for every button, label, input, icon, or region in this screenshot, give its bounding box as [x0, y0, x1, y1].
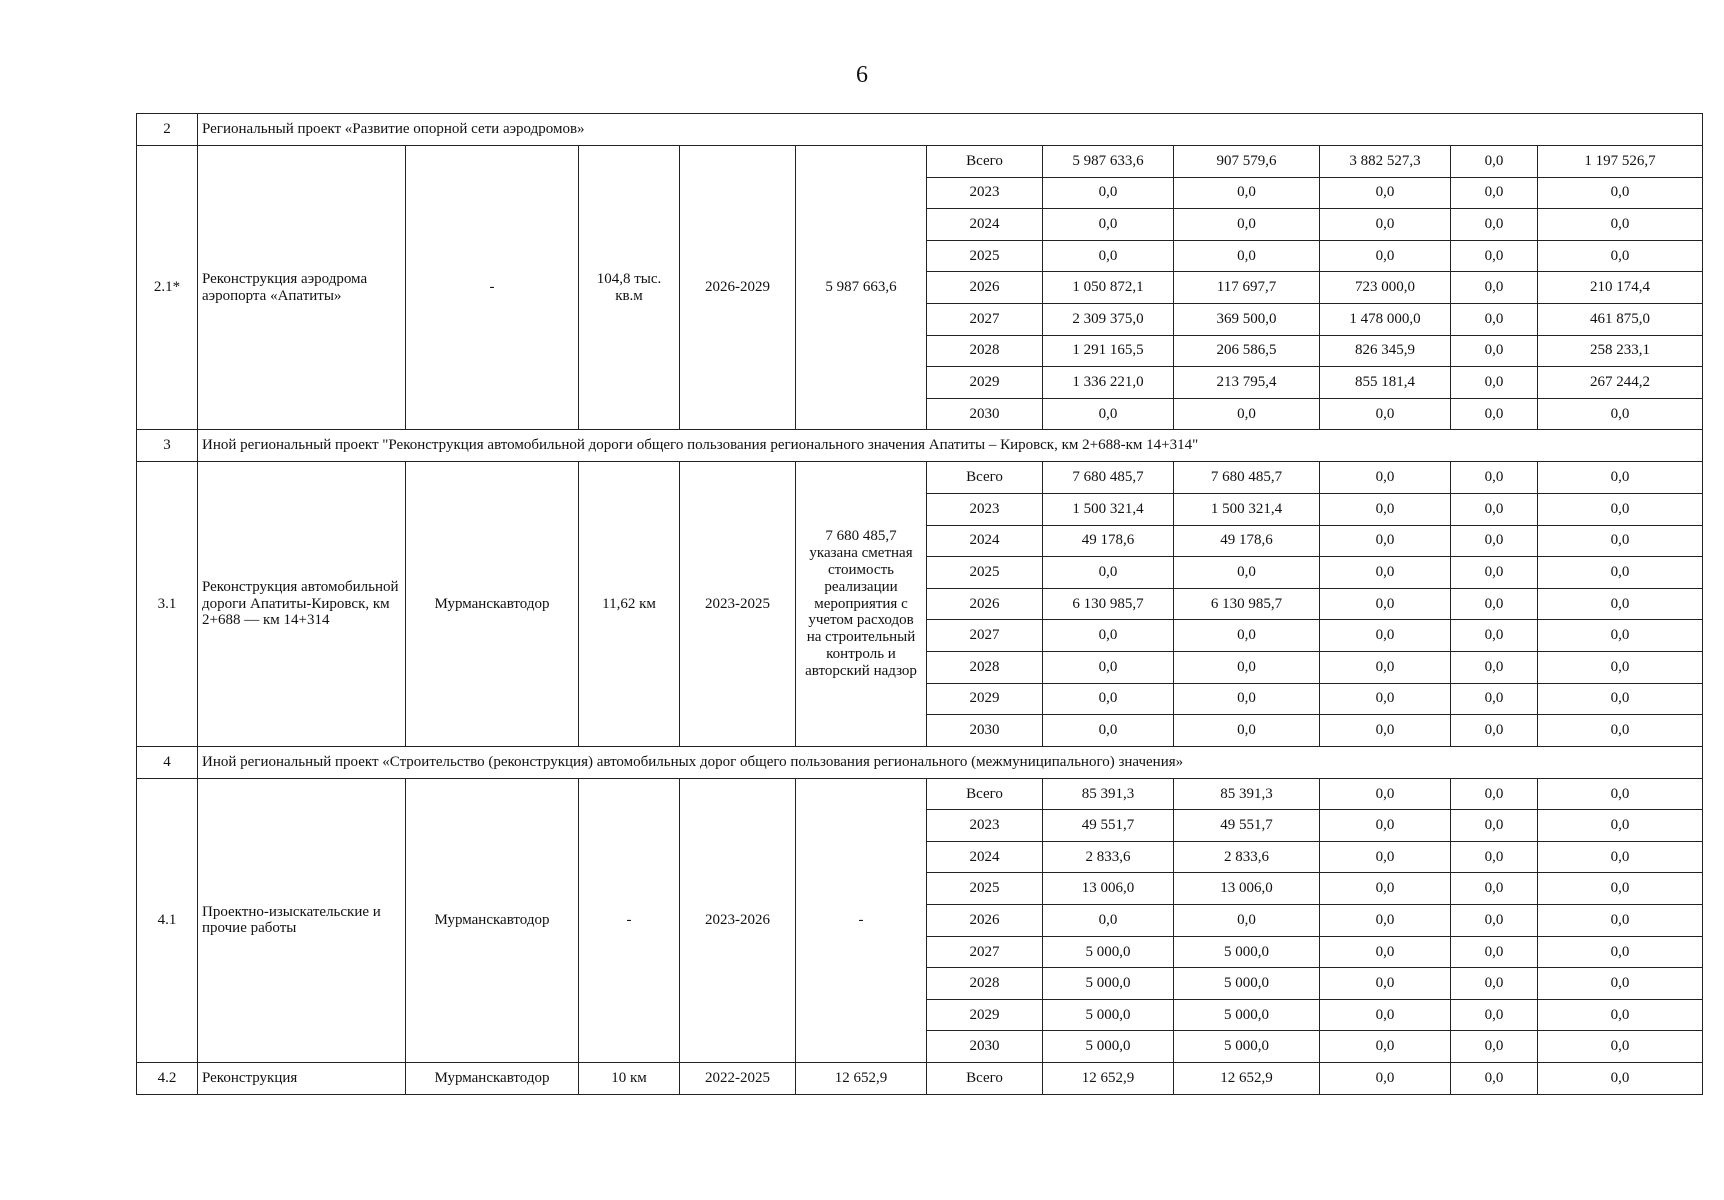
source-cell: 267 244,2	[1538, 367, 1703, 399]
item-capacity: -	[579, 778, 680, 1062]
source-cell: 0,0	[1320, 398, 1451, 430]
total-cell: 13 006,0	[1043, 873, 1174, 905]
source-cell: 0,0	[1174, 209, 1320, 241]
total-cell: 49 551,7	[1043, 810, 1174, 842]
total-cell: 12 652,9	[1043, 1063, 1174, 1095]
source-cell: 0,0	[1320, 557, 1451, 589]
source-cell: 0,0	[1320, 240, 1451, 272]
source-cell: 5 000,0	[1174, 1031, 1320, 1063]
section-title: Иной региональный проект «Строительство (реконструкция) автомобильных дорог общего пользования регионального (межмуниципального) значения»	[198, 746, 1703, 778]
source-cell: 0,0	[1451, 778, 1538, 810]
source-cell: 0,0	[1174, 715, 1320, 747]
source-cell: 0,0	[1538, 462, 1703, 494]
source-cell: 0,0	[1320, 936, 1451, 968]
source-cell: 0,0	[1320, 177, 1451, 209]
source-cell: 0,0	[1538, 651, 1703, 683]
source-cell: 0,0	[1320, 873, 1451, 905]
section-number: 2	[137, 114, 198, 146]
source-cell: 0,0	[1538, 905, 1703, 937]
total-cell: 0,0	[1043, 177, 1174, 209]
source-cell: 0,0	[1320, 841, 1451, 873]
year-cell: 2028	[927, 335, 1043, 367]
year-cell: 2026	[927, 272, 1043, 304]
total-cell: 49 178,6	[1043, 525, 1174, 557]
section-number: 3	[137, 430, 198, 462]
source-cell: 0,0	[1538, 1031, 1703, 1063]
total-cell: 6 130 985,7	[1043, 588, 1174, 620]
source-cell: 0,0	[1174, 683, 1320, 715]
source-cell: 1 500 321,4	[1174, 493, 1320, 525]
year-cell: 2028	[927, 968, 1043, 1000]
source-cell: 0,0	[1451, 209, 1538, 241]
total-cell: 0,0	[1043, 715, 1174, 747]
year-cell: 2029	[927, 683, 1043, 715]
source-cell: 0,0	[1538, 841, 1703, 873]
source-cell: 210 174,4	[1538, 272, 1703, 304]
source-cell: 0,0	[1451, 620, 1538, 652]
section-header-row	[137, 430, 1703, 462]
source-cell: 369 500,0	[1174, 303, 1320, 335]
source-cell: 0,0	[1451, 683, 1538, 715]
source-cell: 0,0	[1320, 1063, 1451, 1095]
total-cell: 0,0	[1043, 209, 1174, 241]
source-cell: 0,0	[1320, 462, 1451, 494]
source-cell: 0,0	[1320, 651, 1451, 683]
source-cell: 0,0	[1538, 1063, 1703, 1095]
total-cell: 0,0	[1043, 905, 1174, 937]
source-cell: 0,0	[1451, 557, 1538, 589]
source-cell: 0,0	[1451, 335, 1538, 367]
source-cell: 117 697,7	[1174, 272, 1320, 304]
source-cell: 0,0	[1451, 462, 1538, 494]
source-cell: 0,0	[1451, 873, 1538, 905]
source-cell: 3 882 527,3	[1320, 146, 1451, 178]
source-cell: 0,0	[1451, 303, 1538, 335]
year-cell: 2029	[927, 367, 1043, 399]
item-cost: 5 987 663,6	[796, 146, 927, 430]
source-cell: 0,0	[1320, 1031, 1451, 1063]
source-cell: 5 000,0	[1174, 968, 1320, 1000]
section-title: Иной региональный проект "Реконструкция автомобильной дороги общего пользования регионального значения Апатиты – Кировск, км 2+688-км 14+314"	[198, 430, 1703, 462]
source-cell: 0,0	[1174, 557, 1320, 589]
source-cell: 0,0	[1451, 177, 1538, 209]
item-capacity: 104,8 тыс. кв.м	[579, 146, 680, 430]
source-cell: 85 391,3	[1174, 778, 1320, 810]
item-period: 2026-2029	[680, 146, 796, 430]
page-number: 6	[856, 62, 868, 88]
item-capacity: 10 км	[579, 1063, 680, 1095]
source-cell: 855 181,4	[1320, 367, 1451, 399]
year-cell: Всего	[927, 1063, 1043, 1095]
source-cell: 0,0	[1320, 810, 1451, 842]
item-capacity: 11,62 км	[579, 462, 680, 746]
source-cell: 0,0	[1320, 620, 1451, 652]
source-cell: 49 178,6	[1174, 525, 1320, 557]
source-cell: 0,0	[1538, 209, 1703, 241]
total-cell: 0,0	[1043, 398, 1174, 430]
budget-table	[136, 113, 1703, 1095]
year-cell: 2023	[927, 493, 1043, 525]
source-cell: 0,0	[1451, 367, 1538, 399]
year-cell: 2024	[927, 841, 1043, 873]
item-name: Реконструкция автомобильной дороги Апатиты-Кировск, км 2+688 — км 14+314	[198, 462, 406, 746]
source-cell: 0,0	[1174, 651, 1320, 683]
item-executor: Мурманскавтодор	[406, 462, 579, 746]
source-cell: 0,0	[1451, 272, 1538, 304]
source-cell: 0,0	[1451, 651, 1538, 683]
source-cell: 723 000,0	[1320, 272, 1451, 304]
total-cell: 0,0	[1043, 620, 1174, 652]
year-cell: 2026	[927, 588, 1043, 620]
source-cell: 0,0	[1538, 715, 1703, 747]
year-cell: 2025	[927, 557, 1043, 589]
item-period: 2023-2026	[680, 778, 796, 1062]
source-cell: 0,0	[1538, 683, 1703, 715]
source-cell: 0,0	[1451, 588, 1538, 620]
year-cell: 2029	[927, 999, 1043, 1031]
source-cell: 0,0	[1538, 588, 1703, 620]
source-cell: 826 345,9	[1320, 335, 1451, 367]
section-header-row	[137, 114, 1703, 146]
source-cell: 0,0	[1538, 557, 1703, 589]
source-cell: 6 130 985,7	[1174, 588, 1320, 620]
source-cell: 0,0	[1451, 810, 1538, 842]
item-cost: -	[796, 778, 927, 1062]
item-name: Реконструкция	[198, 1063, 406, 1095]
table-row	[137, 146, 1703, 178]
source-cell: 0,0	[1320, 493, 1451, 525]
source-cell: 0,0	[1320, 525, 1451, 557]
source-cell: 0,0	[1451, 1031, 1538, 1063]
total-cell: 5 000,0	[1043, 968, 1174, 1000]
total-cell: 1 500 321,4	[1043, 493, 1174, 525]
source-cell: 0,0	[1451, 240, 1538, 272]
source-cell: 0,0	[1174, 177, 1320, 209]
item-cost: 12 652,9	[796, 1063, 927, 1095]
total-cell: 1 050 872,1	[1043, 272, 1174, 304]
year-cell: 2027	[927, 936, 1043, 968]
total-cell: 0,0	[1043, 683, 1174, 715]
year-cell: 2025	[927, 240, 1043, 272]
section-header-row	[137, 746, 1703, 778]
total-cell: 2 309 375,0	[1043, 303, 1174, 335]
item-number: 3.1	[137, 462, 198, 746]
source-cell: 0,0	[1320, 209, 1451, 241]
source-cell: 49 551,7	[1174, 810, 1320, 842]
source-cell: 1 197 526,7	[1538, 146, 1703, 178]
source-cell: 13 006,0	[1174, 873, 1320, 905]
source-cell: 0,0	[1451, 715, 1538, 747]
source-cell: 0,0	[1320, 715, 1451, 747]
source-cell: 206 586,5	[1174, 335, 1320, 367]
source-cell: 12 652,9	[1174, 1063, 1320, 1095]
source-cell: 0,0	[1451, 398, 1538, 430]
item-number: 2.1*	[137, 146, 198, 430]
source-cell: 0,0	[1451, 1063, 1538, 1095]
source-cell: 0,0	[1538, 525, 1703, 557]
item-number: 4.1	[137, 778, 198, 1062]
source-cell: 0,0	[1320, 968, 1451, 1000]
total-cell: 1 291 165,5	[1043, 335, 1174, 367]
year-cell: 2028	[927, 651, 1043, 683]
year-cell: 2024	[927, 209, 1043, 241]
item-period: 2023-2025	[680, 462, 796, 746]
source-cell: 0,0	[1320, 683, 1451, 715]
total-cell: 5 000,0	[1043, 999, 1174, 1031]
year-cell: 2023	[927, 177, 1043, 209]
total-cell: 5 000,0	[1043, 1031, 1174, 1063]
total-cell: 0,0	[1043, 651, 1174, 683]
total-cell: 0,0	[1043, 240, 1174, 272]
source-cell: 0,0	[1538, 968, 1703, 1000]
year-cell: 2030	[927, 398, 1043, 430]
table-row	[137, 778, 1703, 810]
item-period: 2022-2025	[680, 1063, 796, 1095]
total-cell: 0,0	[1043, 557, 1174, 589]
year-cell: 2027	[927, 620, 1043, 652]
source-cell: 0,0	[1538, 620, 1703, 652]
source-cell: 0,0	[1451, 968, 1538, 1000]
year-cell: 2030	[927, 715, 1043, 747]
source-cell: 907 579,6	[1174, 146, 1320, 178]
source-cell: 0,0	[1538, 999, 1703, 1031]
item-executor: Мурманскавтодор	[406, 778, 579, 1062]
source-cell: 0,0	[1320, 778, 1451, 810]
source-cell: 0,0	[1320, 999, 1451, 1031]
section-number: 4	[137, 746, 198, 778]
source-cell: 0,0	[1320, 905, 1451, 937]
source-cell: 0,0	[1538, 398, 1703, 430]
year-cell: 2027	[927, 303, 1043, 335]
source-cell: 5 000,0	[1174, 999, 1320, 1031]
source-cell: 0,0	[1538, 177, 1703, 209]
source-cell: 2 833,6	[1174, 841, 1320, 873]
year-cell: Всего	[927, 146, 1043, 178]
total-cell: 5 000,0	[1043, 936, 1174, 968]
item-name: Реконструкция аэродрома аэропорта «Апатиты»	[198, 146, 406, 430]
source-cell: 461 875,0	[1538, 303, 1703, 335]
source-cell: 0,0	[1538, 936, 1703, 968]
source-cell: 0,0	[1538, 873, 1703, 905]
source-cell: 0,0	[1174, 905, 1320, 937]
source-cell: 0,0	[1320, 588, 1451, 620]
year-cell: Всего	[927, 778, 1043, 810]
total-cell: 85 391,3	[1043, 778, 1174, 810]
year-cell: 2025	[927, 873, 1043, 905]
total-cell: 5 987 633,6	[1043, 146, 1174, 178]
source-cell: 0,0	[1538, 240, 1703, 272]
year-cell: 2030	[927, 1031, 1043, 1063]
item-cost: 7 680 485,7 указана сметная стоимость реализации мероприятия с учетом расходов на строительный контроль и авторский надзор	[796, 462, 927, 746]
item-name: Проектно-изыскательские и прочие работы	[198, 778, 406, 1062]
year-cell: 2026	[927, 905, 1043, 937]
source-cell: 0,0	[1451, 905, 1538, 937]
source-cell: 0,0	[1451, 936, 1538, 968]
year-cell: 2024	[927, 525, 1043, 557]
source-cell: 5 000,0	[1174, 936, 1320, 968]
total-cell: 7 680 485,7	[1043, 462, 1174, 494]
source-cell: 0,0	[1538, 493, 1703, 525]
total-cell: 1 336 221,0	[1043, 367, 1174, 399]
source-cell: 0,0	[1174, 240, 1320, 272]
source-cell: 258 233,1	[1538, 335, 1703, 367]
year-cell: Всего	[927, 462, 1043, 494]
total-cell: 2 833,6	[1043, 841, 1174, 873]
section-title: Региональный проект «Развитие опорной сети аэродромов»	[198, 114, 1703, 146]
source-cell: 0,0	[1174, 620, 1320, 652]
source-cell: 0,0	[1451, 493, 1538, 525]
source-cell: 0,0	[1538, 810, 1703, 842]
year-cell: 2023	[927, 810, 1043, 842]
source-cell: 0,0	[1451, 841, 1538, 873]
table-row	[137, 1063, 1703, 1095]
source-cell: 1 478 000,0	[1320, 303, 1451, 335]
table-row	[137, 462, 1703, 494]
item-executor: Мурманскавтодор	[406, 1063, 579, 1095]
item-number: 4.2	[137, 1063, 198, 1095]
source-cell: 0,0	[1451, 146, 1538, 178]
source-cell: 0,0	[1538, 778, 1703, 810]
source-cell: 0,0	[1451, 999, 1538, 1031]
source-cell: 213 795,4	[1174, 367, 1320, 399]
item-executor: -	[406, 146, 579, 430]
source-cell: 7 680 485,7	[1174, 462, 1320, 494]
source-cell: 0,0	[1451, 525, 1538, 557]
source-cell: 0,0	[1174, 398, 1320, 430]
